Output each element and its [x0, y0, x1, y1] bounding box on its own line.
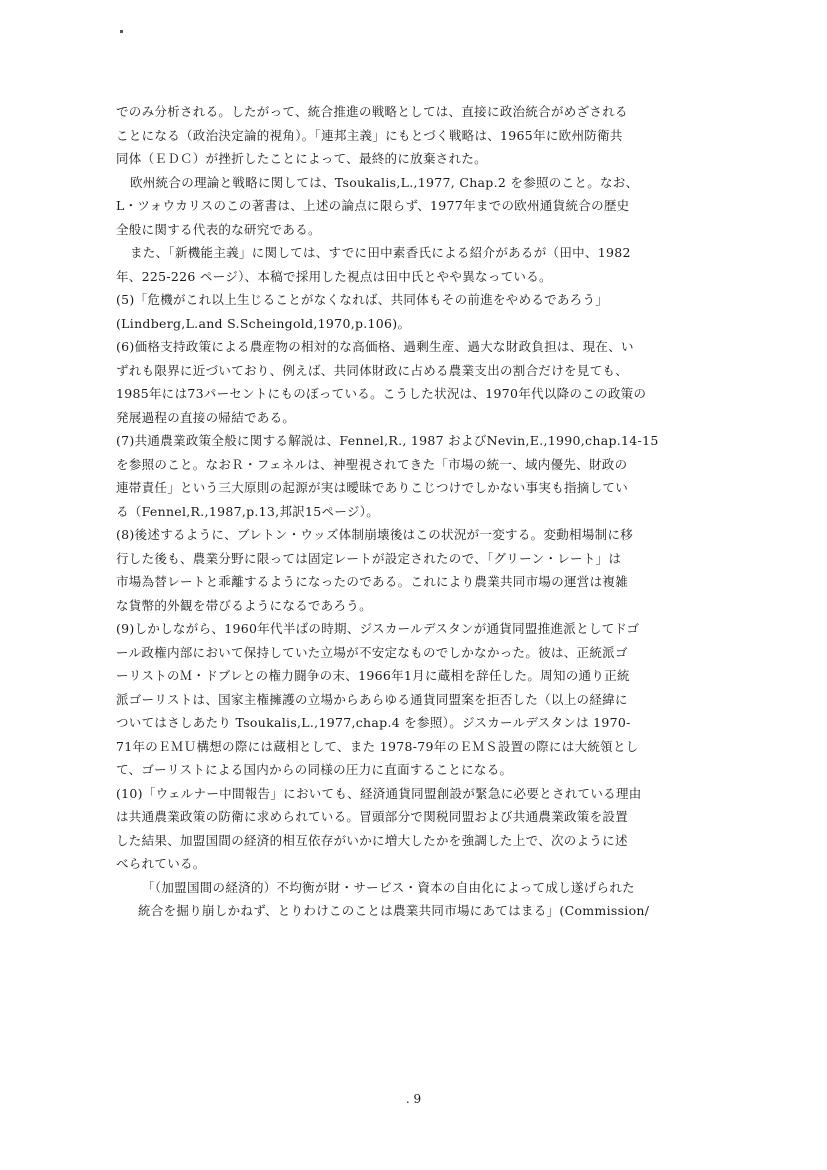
text-line: べられている。: [116, 856, 206, 871]
text-line: (8)後述するように、ブレトン・ウッズ体制崩壊後はこの状況が一変する。変動相場制に移: [116, 527, 634, 542]
text-line: 派ゴーリストは、国家主権擁護の立場からあらゆる通貨同盟案を拒否した（以上の経緯に: [116, 691, 628, 707]
text-line: (9)しかしながら、1960年代半ばの時期、ジスカールデスタンが通貨同盟推進派としてドゴ: [116, 621, 640, 636]
text-line: ことになる（政治決定論的視角）。「連邦主義」にもとづく戦略は、1965年に欧州防衛共: [116, 127, 623, 143]
text-line: 1985年には73パーセントにものぼっている。こうした状況は、1970年代以降のこの政策の: [116, 386, 647, 401]
text-line: (6)価格支持政策による農産物の相対的な高価格、過剰生産、過大な財政負担は、現在、い: [116, 339, 634, 354]
text-line: 行した後も、農業分野に限っては固定レートが設定されたので、「グリーン・レート」は: [116, 550, 622, 566]
text-line: また、「新機能主義」に関しては、すでに田中素香氏による紹介があるが（田中、1982: [130, 245, 631, 260]
text-line: (5)「危機がこれ以上生じることがなくなれば、共同体もその前進をやめるであろう」: [116, 292, 609, 307]
text-line: は共通農業政策の防衛に求められている。冒頭部分で関税同盟および共通農業政策を設置: [116, 809, 629, 824]
text-line: した結果、加盟国間の経済的相互依存がいかに増大したかを強調した上で、次のように述: [116, 832, 628, 848]
text-line: (7)共通農業政策全般に関する解説は、Fennel,R., 1987 およびNevin,E.,1990,chap.14-15: [116, 433, 659, 448]
text-line: ずれも限界に近づいており、例えば、共同体財政に占める農業支出の割合だけを見ても、: [116, 362, 629, 378]
scan-mark: [120, 30, 123, 33]
text-line: 市場為替レートと乖離するようになったのである。これにより農業共同市場の運営は複雑: [116, 574, 629, 589]
page-number: . 9: [405, 1092, 422, 1106]
text-line: 同体（ＥＤＣ）が挫折したことによって、最終的に放棄された。: [116, 151, 487, 166]
text-line: る（Fennel,R.,1987,p.13,邦訳15ページ）。: [116, 503, 380, 519]
text-line: て、ゴーリストによる国内からの同様の圧力に直面することになる。: [116, 762, 513, 777]
text-line: 欧州統合の理論と戦略に関しては、Tsoukalis,L.,1977, Chap.2 を参照のこと。なお、: [130, 174, 639, 190]
text-line: 全般に関する代表的な研究である。: [116, 221, 321, 237]
text-line: 統合を掘り崩しかねず、とりわけこのことは農業共同市場にあてはまる」(Commission/: [138, 903, 650, 918]
text-line: な貨幣的外観を帯びるようになるであろう。: [116, 597, 372, 613]
document-body: [116, 100, 728, 923]
text-line: でのみ分析される。したがって、統合推進の戦略としては、直接に政治統合がめざされる: [116, 104, 628, 119]
text-line: を参照のこと。なおＲ・フェネルは、神聖視されてきた「市場の統一、域内優先、財政の: [116, 456, 628, 472]
text-line: ーリストのＭ・ドブレとの権力闘争の末、1966年1月に蔵相を辞任した。周知の通り正統: [116, 668, 630, 683]
text-line: 年、225-226 ページ）、本稿で採用した視点は田中氏とやや異なっている。: [116, 268, 552, 284]
text-line: (10)「ウェルナー中間報告」においても、経済通貨同盟創設が緊急に必要とされている理由: [116, 785, 642, 801]
text-line: (Lindberg,L.and S.Scheingold,1970,p.106)。: [116, 315, 411, 331]
text-line: 連帯責任」という三大原則の起源が実は曖昧でありこじつけでしかない事実も指摘してい: [116, 480, 629, 495]
text-line: L・ツォウカリスのこの著書は、上述の論点に限らず、1977年までの欧州通貨統合の歴史: [116, 198, 630, 213]
text-line: 「（加盟国間の経済的）不均衡が財・サービス・資本の自由化によって成し遂げられた: [142, 879, 635, 895]
text-line: ール政権内部において保持していた立場が不安定なものでしかなかった。彼は、正統派ゴ: [116, 644, 628, 660]
text-line: 発展過程の直接の帰結である。: [116, 409, 296, 425]
text-line: 71年のＥＭＵ構想の際には蔵相として、また 1978-79年のＥＭＳ設置の際には大統領とし: [116, 738, 639, 754]
text-line: ついてはさしあたり Tsoukalis,L.,1977,chap.4 を参照）。ジスカールデスタンは 1970-: [116, 715, 631, 730]
